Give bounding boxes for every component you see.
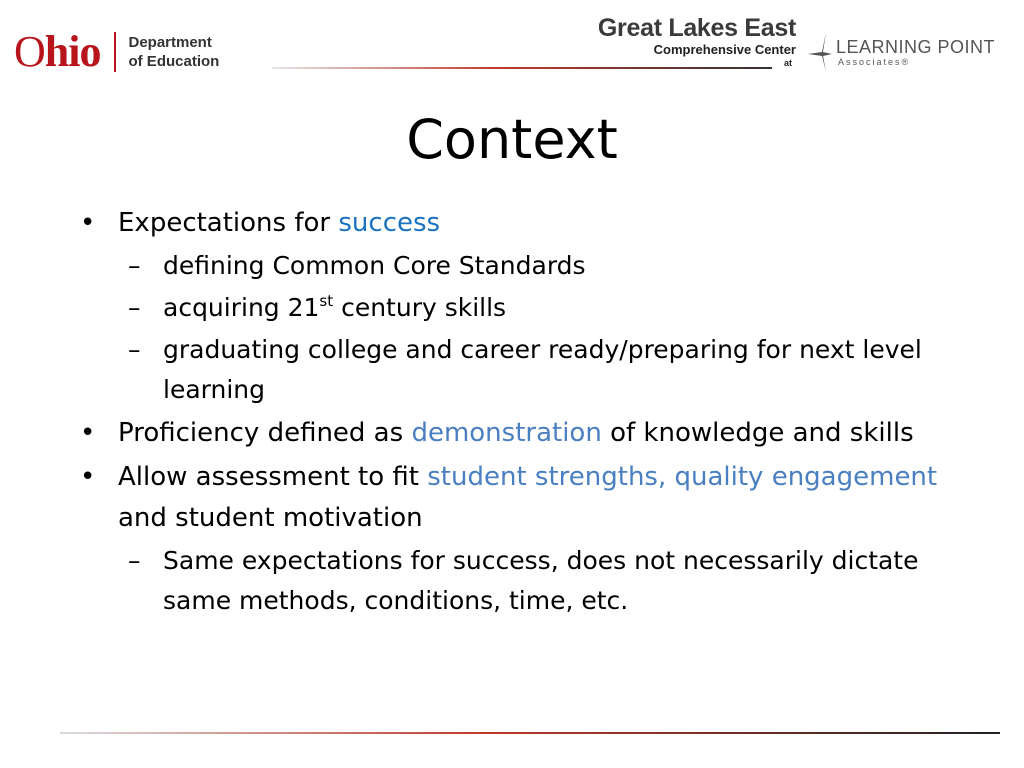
learning-point-star-icon [804,30,834,74]
bullet-text: Same expectations for success, does not necessarily dictate same methods, conditions, time, etc. [163,546,919,615]
ohio-wordmark-first-letter: O [14,27,45,76]
bullet-item [76,203,946,244]
bullet-text: Proficiency defined as [118,418,412,448]
bullet-text: of knowledge and skills [601,418,914,448]
great-lakes-east-logo [560,14,796,57]
header-rule [272,67,772,69]
bullet-text: defining Common Core Standards [163,251,586,280]
bullet-marker: • [80,208,96,238]
lpa-logo-main-text: LEARNING POINT [836,36,996,57]
dash-marker: – [128,251,141,280]
ohio-logo-dept-line2: of Education [128,53,220,70]
bullet-text: and student motivation [118,503,423,533]
bullet-list [76,200,946,621]
sub-bullet-item [76,541,946,621]
bullet-text: acquiring 21 [163,293,320,322]
dash-marker: – [128,546,141,575]
ohio-logo-divider [114,32,116,72]
bullet-marker: • [80,462,96,492]
slide-title: Context [406,108,618,171]
sub-bullet-item [76,288,946,328]
ohio-logo-dept-line1: Department [128,34,212,51]
ohio-wordmark [14,27,101,76]
highlighted-text: demonstration [411,418,602,448]
ohio-logo-department-text [128,33,219,71]
sub-bullet-item [76,246,946,286]
bullet-item [76,457,946,539]
learning-point-associates-logo [804,30,995,74]
gle-logo-title: Great Lakes East [597,14,796,42]
ohio-department-of-education-logo [14,27,220,76]
lpa-logo-sub-text: Associates® [838,56,911,67]
gle-logo-subtitle: Comprehensive Center [653,42,796,57]
gle-logo-at: at [784,58,793,68]
bullet-text: century skills [333,293,507,322]
ohio-wordmark-rest: hio [44,27,101,76]
sub-bullet-item [76,330,946,410]
highlighted-text: student strengths, quality engagement [427,462,938,492]
bullet-text: graduating college and career ready/preparing for next level learning [163,335,922,404]
bullet-text: Expectations for [118,208,339,238]
bullet-marker: • [80,418,96,448]
superscript-text: st [319,292,334,310]
bullet-item [76,413,946,454]
dash-marker: – [128,335,141,364]
footer-rule [60,732,1000,734]
dash-marker: – [128,293,141,322]
highlighted-text: success [338,208,441,238]
bullet-text: Allow assessment to fit [118,462,428,492]
